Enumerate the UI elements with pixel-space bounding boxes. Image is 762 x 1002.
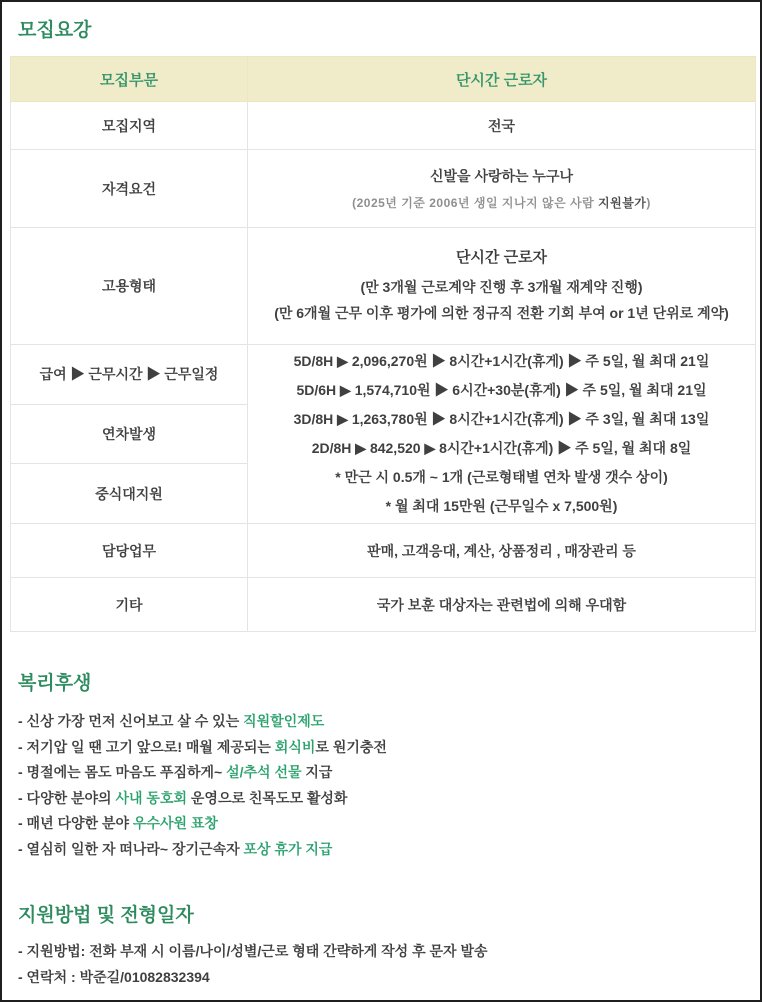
meal-allowance-note-line: * 월 최대 15만원 (근무일수 x 7,500원)	[385, 498, 618, 514]
benefit-item	[18, 760, 754, 786]
benefit-text: 운영으로 친목도모 활성화	[187, 789, 348, 806]
salary-detail-cell	[248, 345, 756, 524]
employment-label: 고용형태	[11, 228, 248, 345]
benefits-section-title: 복리후생	[18, 673, 92, 694]
benefit-text: - 열심히 일한 자 떠나라~ 장기근속자	[18, 840, 244, 857]
apply-method-item: - 지원방법: 전화 부재 시 이름/나이/성별/근로 형태 간략하게 작성 후 문자 발송	[18, 943, 488, 959]
employment-value	[248, 228, 756, 345]
header-cell-recruit-field: 모집부문	[11, 57, 248, 102]
benefit-highlight: 설/추석 선물	[226, 764, 302, 780]
qualification-sub-suffix: )	[646, 196, 651, 210]
apply-section-title: 지원방법 및 전형일자	[18, 905, 194, 926]
salary-detail-line: 2D/8H ▶ 842,520 ▶ 8시간+1시간(휴게) ▶ 주 5일, 월 최대 8일	[311, 440, 692, 456]
qualification-value	[248, 150, 756, 228]
salary-detail-line: 3D/8H ▶ 1,263,780원 ▶ 8시간+1시간(휴게) ▶ 주 3일, 월 최대 13일	[293, 411, 710, 427]
benefit-text: 지급	[301, 764, 333, 780]
benefit-item	[18, 837, 754, 863]
job-posting-page	[2, 2, 760, 990]
meal-allowance-label: 중식대지원	[11, 464, 248, 524]
benefit-text: - 신상 가장 먼저 신어보고 살 수 있는	[18, 713, 244, 729]
benefit-text: - 저기압 일 땐 고기 앞으로! 매월 제공되는	[18, 738, 275, 755]
recruitment-section-title: 모집요강	[18, 20, 92, 41]
duties-value: 판매, 고객응대, 계산, 상품정리 , 매장관리 등	[248, 524, 756, 578]
benefit-highlight: 포상 휴가 지급	[243, 840, 333, 857]
qualification-sub-prefix: (2025년 기준 2006년 생일 지나지 않은 사람	[352, 196, 599, 210]
benefit-text: - 명절에는 몸도 마음도 푸짐하게~	[18, 764, 227, 780]
employment-main-text: 단시간 근로자	[455, 249, 548, 266]
duties-label: 담당업무	[11, 524, 248, 578]
benefit-text: 로 원기충전	[315, 738, 387, 755]
benefit-item	[18, 735, 754, 761]
qualification-label: 자격요건	[11, 150, 248, 228]
table-row-qualification	[11, 150, 756, 228]
benefit-highlight: 사내 동호회	[115, 789, 187, 806]
table-row-duties	[11, 524, 756, 578]
region-value: 전국	[248, 102, 756, 150]
qualification-sub-text	[254, 194, 749, 211]
benefit-item	[18, 709, 754, 735]
employment-detail-line: (만 3개월 근로계약 진행 후 3개월 재계약 진행)	[360, 279, 643, 295]
apply-list	[18, 939, 754, 990]
table-row-salary-schedule	[11, 345, 756, 405]
table-row-region	[11, 102, 756, 150]
employment-detail-line: (만 6개월 근무 이후 평가에 의한 정규직 전환 기회 부여 or 1년 단위로 계약)	[274, 305, 729, 321]
benefit-item	[18, 786, 754, 812]
benefit-highlight: 우수사원 표창	[132, 815, 218, 831]
etc-value: 국가 보훈 대상자는 관련법에 의해 우대함	[248, 578, 756, 632]
apply-contact-item: - 연락처 : 박준길/01082832394	[18, 968, 210, 985]
annual-leave-note-line: * 만근 시 0.5개 ~ 1개 (근로형태별 연차 발생 갯수 상이)	[335, 469, 668, 485]
region-label: 모집지역	[11, 102, 248, 150]
salary-detail-line: 5D/6H ▶ 1,574,710원 ▶ 6시간+30분(휴게) ▶ 주 5일, 월 최대 21일	[296, 382, 707, 398]
benefit-text: - 다양한 분야의	[18, 789, 116, 806]
header-cell-worker-type: 단시간 근로자	[248, 57, 756, 102]
table-header-row	[11, 57, 756, 102]
qualification-main-text: 신발을 사랑하는 누구나	[429, 168, 574, 184]
qualification-sub-bold: 지원불가	[598, 196, 647, 210]
recruitment-table	[10, 56, 756, 632]
annual-leave-label: 연차발생	[11, 404, 248, 464]
salary-detail-line: 5D/8H ▶ 2,096,270원 ▶ 8시간+1시간(휴게) ▶ 주 5일, 월 최대 21일	[293, 353, 710, 369]
table-row-employment-type	[11, 228, 756, 345]
benefit-highlight: 직원할인제도	[243, 713, 325, 729]
benefit-text: - 매년 다양한 분야	[18, 815, 133, 831]
benefits-list	[18, 709, 754, 862]
benefit-item	[18, 811, 754, 837]
benefit-highlight: 회식비	[274, 738, 316, 755]
table-row-etc	[11, 578, 756, 632]
salary-schedule-label: 급여 ▶ 근무시간 ▶ 근무일정	[11, 345, 248, 405]
etc-label: 기타	[11, 578, 248, 632]
